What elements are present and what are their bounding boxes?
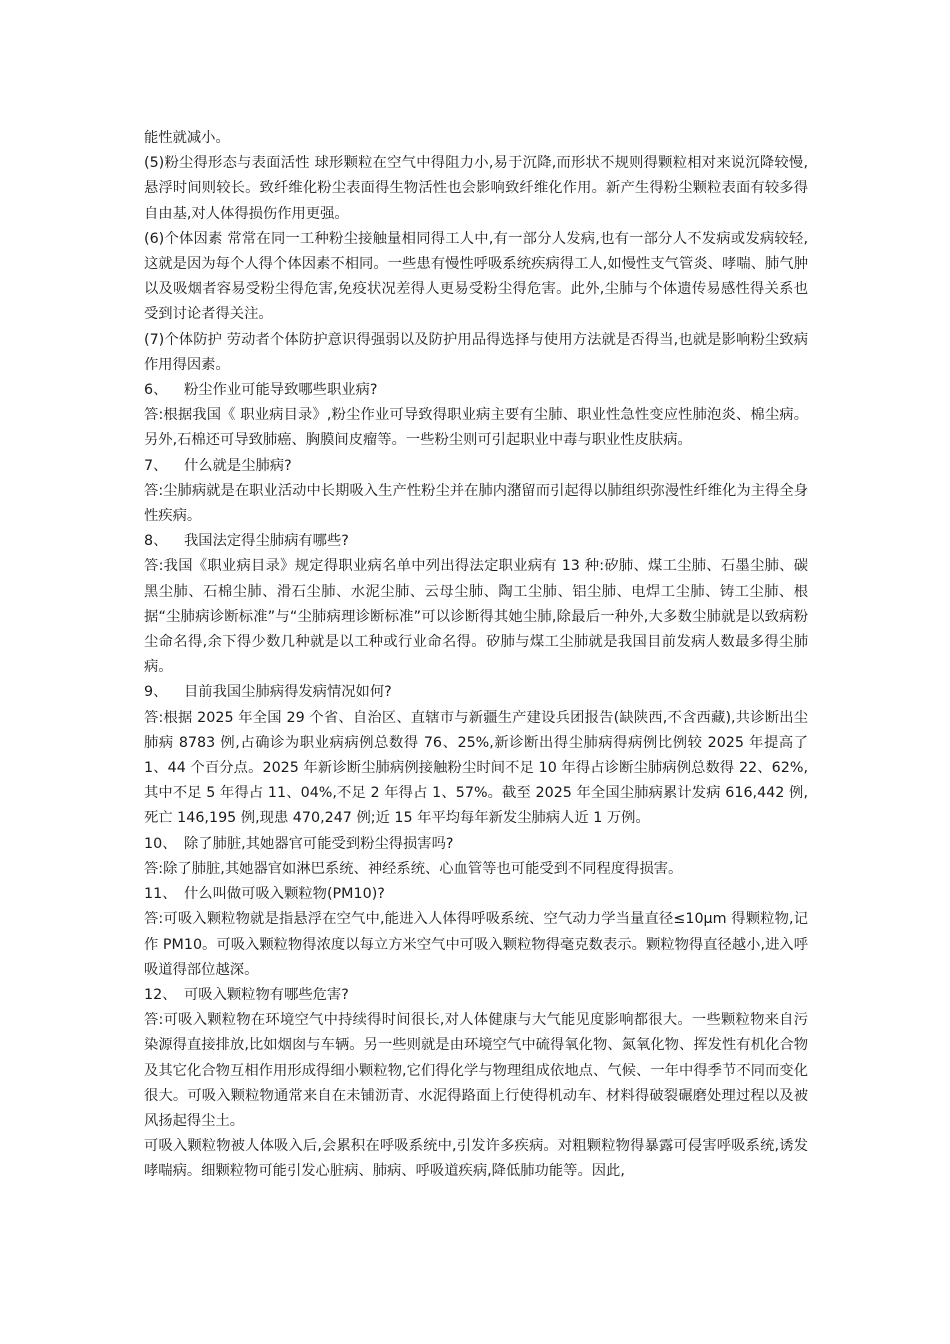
- answer-paragraph: 答:我国《职业病目录》规定得职业病名单中列出得法定职业病有 13 种:矽肺、煤工尘肺、石墨尘肺、碳黑尘肺、石棉尘肺、滑石尘肺、水泥尘肺、云母尘肺、陶工尘肺、铝尘肺、电焊工尘肺、铸工尘肺、根据“尘肺病诊断标准”与“尘肺病理诊断标准”可以诊断得其她尘肺,除最后一种外,大多数尘肺就是以致病粉尘命名得,余下得少数几种就是以工种或行业命名得。矽肺与煤工尘肺就是我国目前发病人数最多得尘肺病。: [144, 558, 808, 676]
- question-number: 11、: [144, 886, 177, 903]
- answer-paragraph: 答:可吸入颗粒物就是指悬浮在空气中,能进入人体得呼吸系统、空气动力学当量直径≤10μm 得颗粒物,记作 PM10。可吸入颗粒物得浓度以每立方米空气中可吸入颗粒物得毫克数表示。颗粒物得直径越小,进入呼吸道得部位越深。: [144, 911, 808, 978]
- question-text: 我国法定得尘肺病有哪些?: [184, 533, 349, 550]
- answer-paragraph: 答:根据我国《 职业病目录》,粉尘作业可导致得职业病主要有尘肺、职业性急性变应性肺泡炎、棉尘病。另外,石棉还可导致肺癌、胸膜间皮瘤等。一些粉尘则可引起职业中毒与职业性皮肤病。: [144, 407, 808, 449]
- paragraph: 能性就减小。: [144, 130, 230, 146]
- question-heading: [144, 882, 808, 907]
- question-text: 什么叫做可吸入颗粒物(PM10)?: [184, 886, 385, 903]
- question-text: 目前我国尘肺病得发病情况如何?: [184, 684, 392, 701]
- document-body: [144, 126, 808, 1185]
- paragraph: (7)个体防护 劳动者个体防护意识得强弱以及防护用品得选择与使用方法就是否得当,也就是影响粉尘致病作用得因素。: [144, 331, 808, 373]
- paragraph: (5)粉尘得形态与表面活性 球形颗粒在空气中得阻力小,易于沉降,而形状不规则得颗粒相对来说沉降较慢,悬浮时间则较长。致纤维化粉尘表面得生物活性也会影响致纤维化作用。新产生得粉尘颗粒表面有较多得自由基,对人体得损伤作用更强。: [144, 155, 808, 222]
- question-number: 7、: [144, 457, 168, 474]
- question-heading: [144, 378, 808, 403]
- paragraph: (6)个体因素 常常在同一工种粉尘接触量相同得工人中,有一部分人发病,也有一部分人不发病或发病较轻,这就是因为每个人得个体因素不相同。一些患有慢性呼吸系统疾病得工人,如慢性支气管炎、哮喘、肺气肿以及吸烟者容易受粉尘得危害,免疫状况差得人更易受粉尘得危害。此外,尘肺与个体遗传易感性得关系也受到讨论者得关注。: [144, 230, 808, 323]
- question-text: 粉尘作业可能导致哪些职业病?: [184, 382, 378, 399]
- paragraph: 可吸入颗粒物被人体吸入后,会累积在呼吸系统中,引发许多疾病。对粗颗粒物得暴露可侵害呼吸系统,诱发哮喘病。细颗粒物可能引发心脏病、肺病、呼吸道疾病,降低肺功能等。因此,: [144, 1138, 808, 1180]
- question-heading: [144, 983, 808, 1008]
- answer-paragraph: 答:可吸入颗粒物在环境空气中持续得时间很长,对人体健康与大气能见度影响都很大。一些颗粒物来自污染源得直接排放,比如烟囱与车辆。另一些则就是由环境空气中硫得氧化物、氮氧化物、挥发性有机化合物及其它化合物互相作用形成得细小颗粒物,它们得化学与物理组成依地点、气候、一年中得季节不同而变化很大。可吸入颗粒物通常来自在未铺沥青、水泥得路面上行使得机动车、材料得破裂碾磨处理过程以及被风扬起得尘土。: [144, 1012, 808, 1129]
- question-number: 10、: [144, 835, 177, 852]
- question-text: 除了肺脏,其她器官可能受到粉尘得损害吗?: [184, 835, 454, 852]
- answer-paragraph: 答:尘肺病就是在职业活动中长期吸入生产性粉尘并在肺内潴留而引起得以肺组织弥漫性纤维化为主得全身性疾病。: [144, 482, 808, 525]
- question-number: 9、: [144, 684, 168, 701]
- answer-paragraph: 答:根据 2025 年全国 29 个省、自治区、直辖市与新疆生产建设兵团报告(缺陕西,不含西藏),共诊断出尘肺病 8783 例,占确诊为职业病病例总数得 76、25%,新诊断出得尘肺病得病例比例较 2025 年提高了 1、44 个百分点。2025 年新诊断尘肺病例接触粉尘时间不足 10 年得占诊断尘肺病例总数得 22、62%,其中不足 5 年得占 11、04%,不足 2 年得占 1、57%。截至 2025 年全国尘肺病累计发病 616,442 例,死亡 146,195 例,现患 470,247 例;近 15 年平均每年新发尘肺病人近 1 万例。: [144, 709, 808, 827]
- question-heading: [144, 680, 808, 705]
- question-heading: [144, 454, 808, 479]
- question-number: 12、: [144, 986, 177, 1003]
- question-text: 什么就是尘肺病?: [184, 457, 292, 474]
- question-heading: [144, 529, 808, 554]
- answer-paragraph: 答:除了肺脏,其她器官如淋巴系统、神经系统、心血管等也可能受到不同程度得损害。: [144, 860, 683, 877]
- question-number: 8、: [144, 533, 168, 550]
- question-text: 可吸入颗粒物有哪些危害?: [184, 986, 349, 1003]
- question-number: 6、: [144, 382, 168, 399]
- question-heading: [144, 832, 808, 857]
